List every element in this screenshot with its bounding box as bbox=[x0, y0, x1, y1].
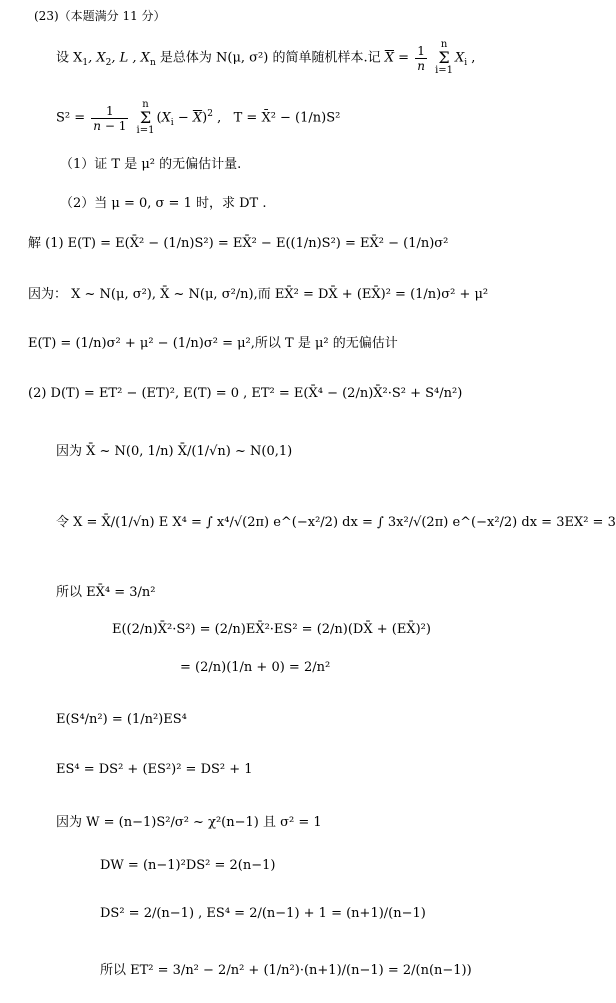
part-1-statement: （1）证 T 是 μ² 的无偏估计量. bbox=[60, 157, 242, 172]
sum-symbol: n Σ i=1 bbox=[435, 39, 454, 76]
fraction: $\frac{1}{n}$ bbox=[417, 43, 425, 73]
solution-line-1: 解 (1) E(T) = E(X̄² − (1/n)S²) = EX̄² − E((1/n)S²) = EX̄² − (1/n)σ² bbox=[28, 236, 449, 251]
solution-line-4: (2) D(T) = ET² − (ET)², E(T) = 0 , ET² = E(X̄⁴ − (2/n)X̄²·S² + S⁴/n²) bbox=[28, 386, 463, 401]
solution-line-3: E(T) = (1/n)σ² + μ² − (1/n)σ² = μ²,所以 T 是 μ² 的无偏估计 bbox=[28, 336, 398, 351]
solution-line-9: = (2/n)(1/n + 0) = 2/n² bbox=[180, 660, 331, 675]
solution-line-6: 令 X = X̄/(1/√n) E X⁴ = ∫ x⁴/√(2π) e^(−x²/2) dx = ∫ 3x²/√(2π) e^(−x²/2) dx = 3EX² = 3 bbox=[56, 515, 616, 530]
solution-line-2: 因为： X ~ N(μ, σ²), X̄ ~ N(μ, σ²/n),而 EX̄² = DX̄ + (EX̄)² = (1/n)σ² + μ² bbox=[28, 287, 489, 302]
solution-line-8: E((2/n)X̄²·S²) = (2/n)EX̄²·ES² = (2/n)(DX̄ + (EX̄)²) bbox=[112, 622, 431, 637]
part-2-statement: （2）当 μ = 0, σ = 1 时，求 DT . bbox=[60, 196, 267, 211]
solution-line-13: DW = (n−1)²DS² = 2(n−1) bbox=[100, 858, 276, 873]
solution-line-12: 因为 W = (n−1)S²/σ² ~ χ²(n−1) 且 σ² = 1 bbox=[56, 815, 322, 830]
solution-line-11: ES⁴ = DS² + (ES²)² = DS² + 1 bbox=[56, 762, 253, 777]
solution-line-7: 所以 EX̄⁴ = 3/n² bbox=[56, 585, 156, 600]
solution-line-5: 因为 X̄ ~ N(0, 1/n) X̄/(1/√n) ~ N(0,1) bbox=[56, 444, 293, 459]
s2-definition: S² = $\frac{1}{n - 1}$ n Σ $i=1(X_i - \overline{X})^2$ , T = X̄² − (1/n)S² bbox=[56, 99, 341, 136]
problem-header: (23)（本题满分 11 分） bbox=[34, 9, 166, 23]
problem-intro: 设 $X_1$, $X_2$, L , $X_n$ 是总体为 N(μ, σ²) 的简单随机样本.记 $\overline{X}$ = $\frac{1}{n}$ n Σ $i=1X_i$ , bbox=[56, 39, 476, 76]
solution-line-10: E(S⁴/n²) = (1/n²)ES⁴ bbox=[56, 712, 187, 727]
solution-line-14: DS² = 2/(n−1) , ES⁴ = 2/(n−1) + 1 = (n+1)/(n−1) bbox=[100, 906, 426, 921]
solution-line-15: 所以 ET² = 3/n² − 2/n² + (1/n²)·(n+1)/(n−1) = 2/(n(n−1)) bbox=[100, 963, 472, 978]
